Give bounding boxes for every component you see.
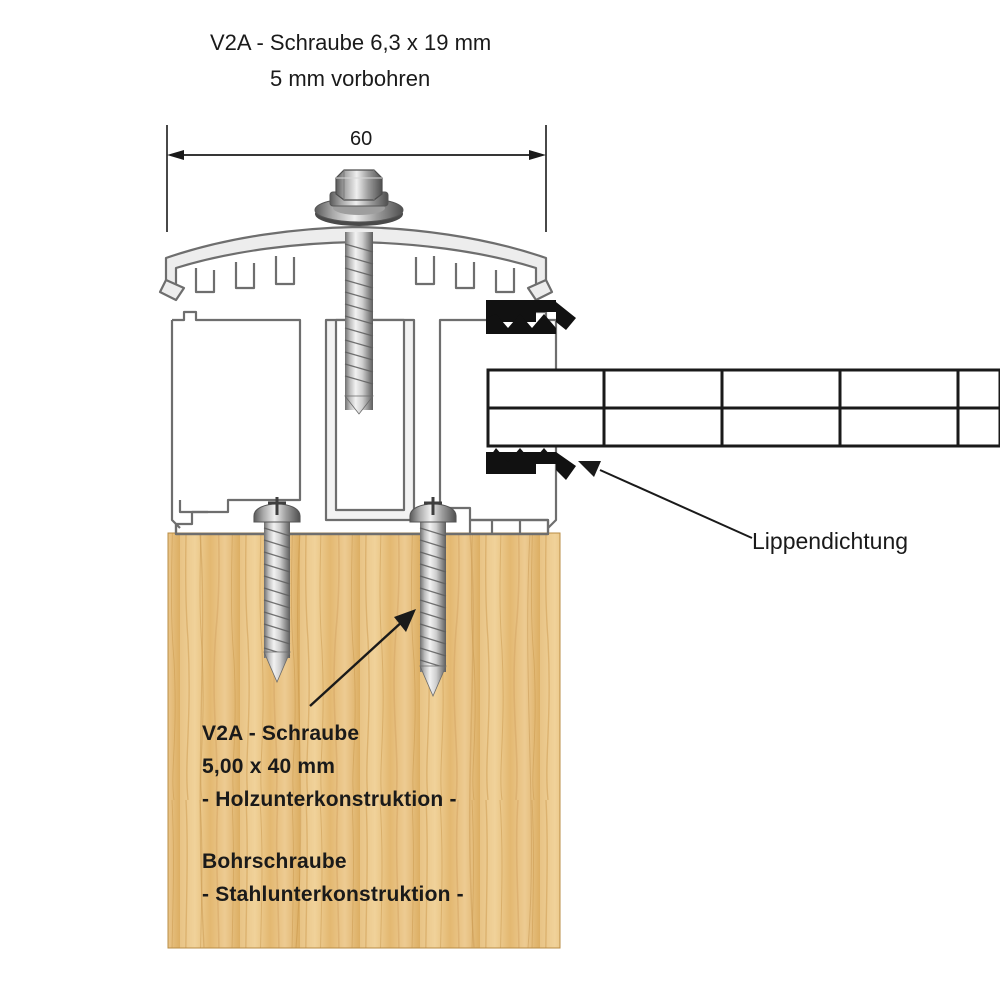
label-screw-type: V2A - Schraube [202, 722, 360, 745]
label-screw-size: 5,00 x 40 mm [202, 755, 336, 778]
multiwall-panel [488, 370, 1000, 446]
title-line-2: 5 mm vorbohren [270, 66, 431, 91]
label-steel-substructure: - Stahlunterkonstruktion - [202, 883, 464, 906]
dimension-label-60: 60 [350, 128, 373, 150]
label-lippendichtung: Lippendichtung [752, 528, 909, 554]
lip-seal-lower [486, 448, 576, 480]
label-self-drilling-screw: Bohrschraube [202, 850, 347, 873]
label-wood-substructure: - Holzunterkonstruktion - [202, 788, 457, 811]
lip-seal-upper [486, 300, 576, 334]
title-line-1: V2A - Schraube 6,3 x 19 mm [210, 30, 492, 55]
callout-leader-lippendichtung [578, 461, 752, 538]
